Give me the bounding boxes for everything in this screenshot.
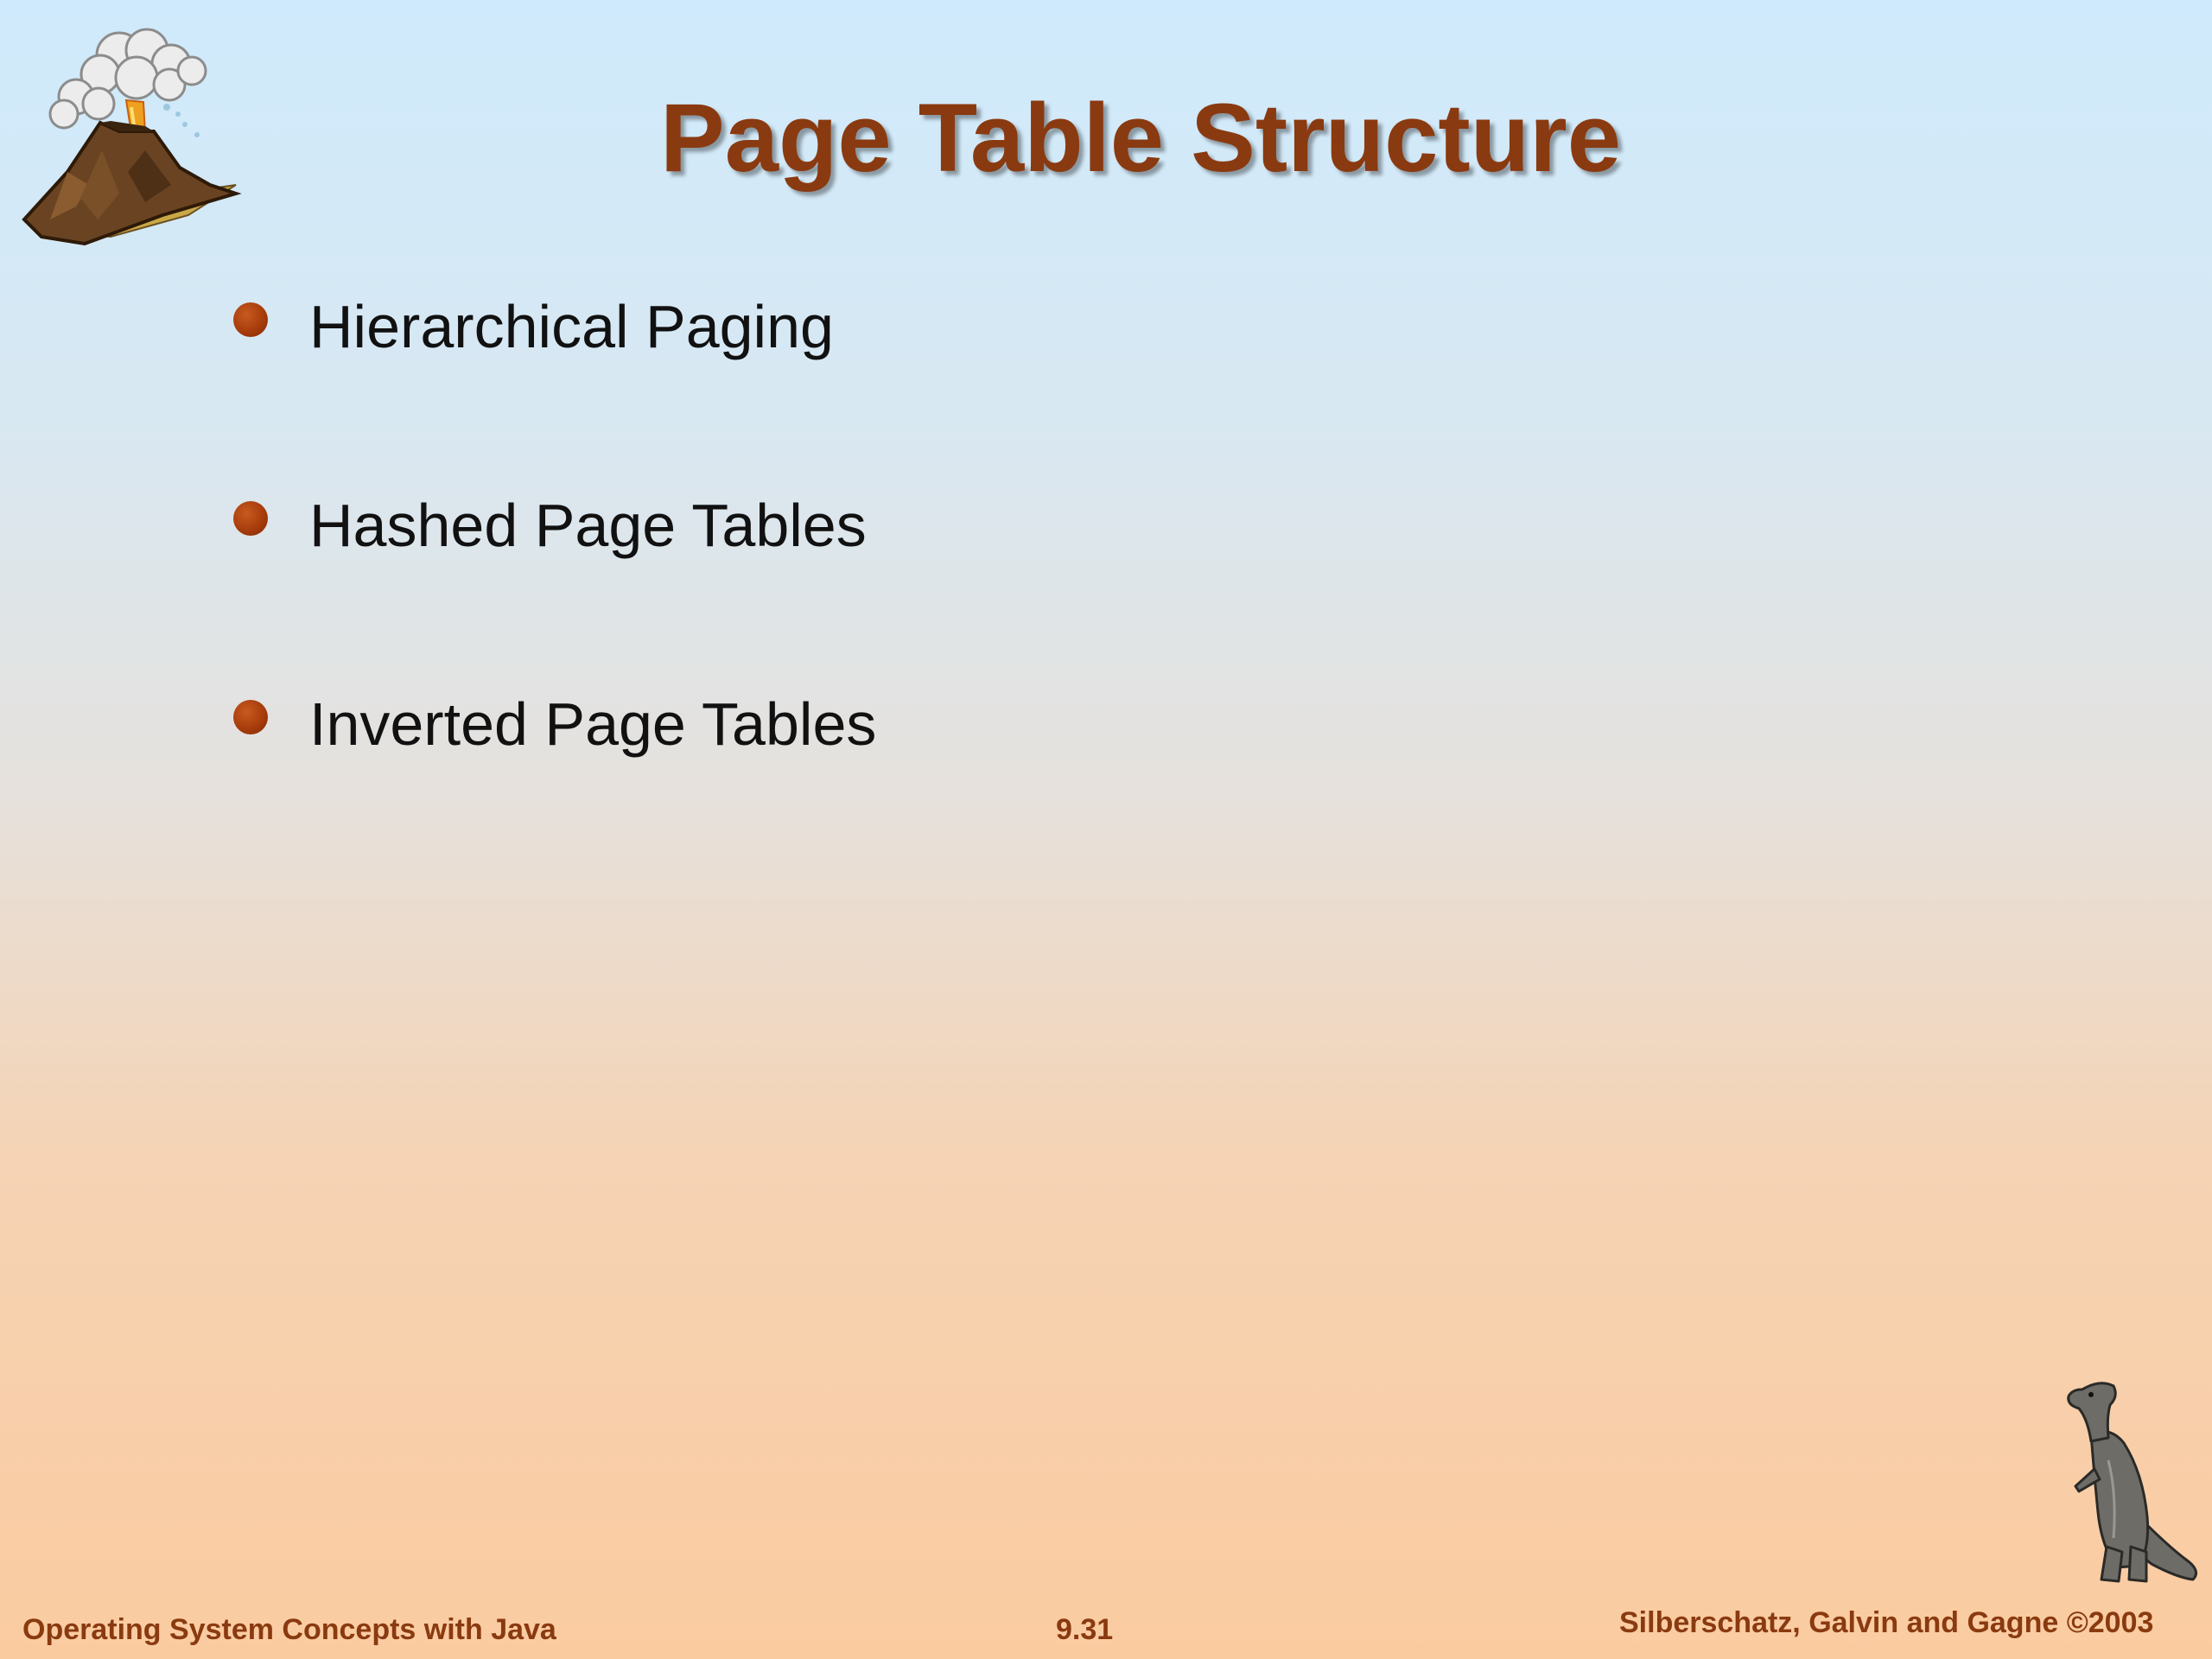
footer-copyright: Silberschatz, Galvin and Gagne ©2003 <box>1619 1606 2154 1639</box>
bullet-dot-icon <box>233 302 268 337</box>
bullet-dot-icon <box>233 700 268 734</box>
bullet-text: Inverted Page Tables <box>309 690 877 758</box>
bullet-item <box>233 285 876 484</box>
bullet-list <box>233 285 876 881</box>
footer-page-number: 9.31 <box>1056 1613 1114 1646</box>
bullet-item <box>233 683 876 881</box>
bullet-dot-icon <box>233 501 268 536</box>
footer-course-title: Operating System Concepts with Java <box>22 1613 556 1646</box>
volcano-icon <box>16 21 245 245</box>
bullet-text: Hashed Page Tables <box>309 492 867 559</box>
bullet-text: Hierarchical Paging <box>309 293 834 360</box>
slide-title: Page Table Structure <box>659 84 1621 192</box>
dinosaur-icon <box>2056 1374 2203 1590</box>
bullet-item <box>233 484 876 683</box>
